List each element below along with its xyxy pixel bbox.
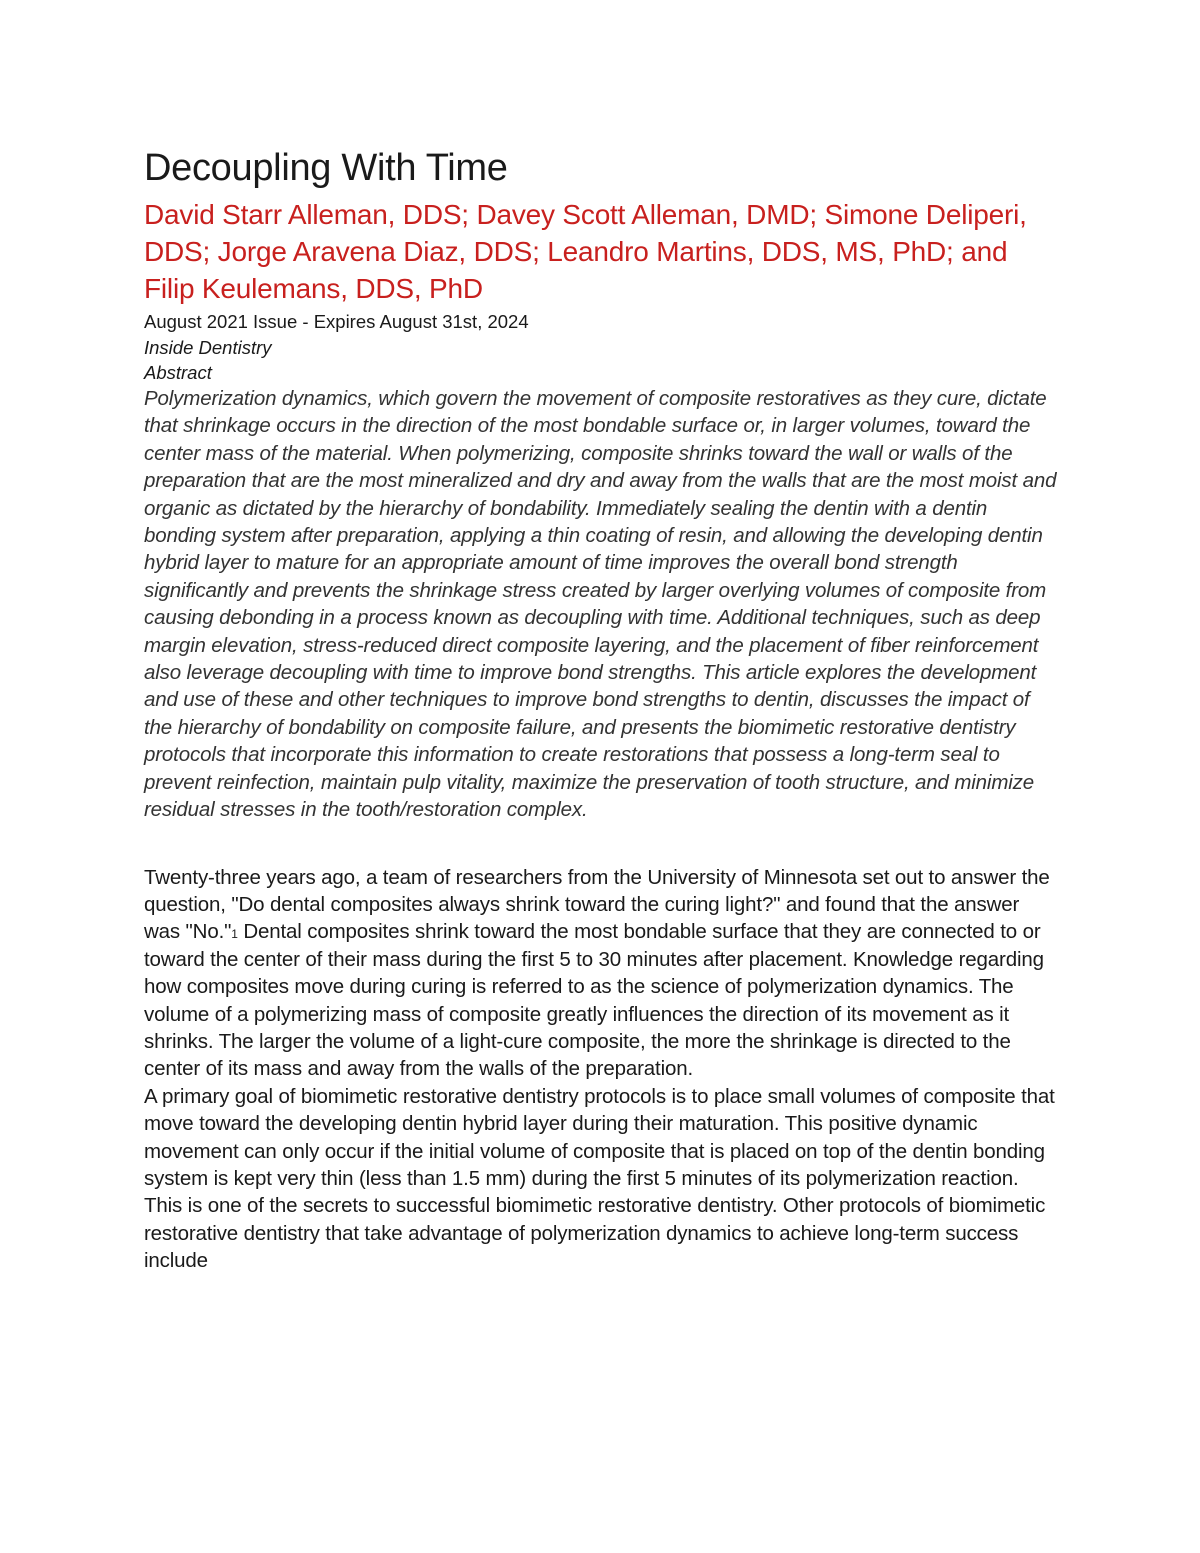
document-page [144, 146, 1059, 1275]
article-title: Decoupling With Time [144, 147, 508, 189]
body-paragraph-1 [144, 864, 1059, 1083]
abstract-text: Polymerization dynamics, which govern the movement of composite restoratives as they cure, dictate that shrinkage occurs in the direction of the most bondable surface or, in larger volumes, toward the center mass of the material. When polymerizing, composite shrinks toward the wall or walls of the preparation that are the most mineralized and dry and away from the walls that are the most moist and organic as dictated by the hierarchy of bondability. Immediately sealing the dentin with a dentin bonding system after preparation, applying a thin coating of resin, and allowing the developing dentin hybrid layer to mature for an appropriate amount of time improves the overall bond strength significantly and prevents the shrinkage stress created by larger overlying volumes of composite from causing debonding in a process known as decoupling with time. Additional techniques, such as deep margin elevation, stress-reduced direct composite layering, and the placement of fiber reinforcement also leverage decoupling with time to improve bond strengths. This article explores the development and use of these and other techniques to improve bond strengths to dentin, discusses the impact of the hierarchy of bondability on composite failure, and presents the biomimetic restorative dentistry protocols that incorporate this information to create restorations that possess a long-term seal to prevent reinfection, maintain pulp vitality, maximize the preservation of tooth structure, and minimize residual stresses in the tooth/restoration complex. [144, 387, 1057, 822]
publication-name: Inside Dentistry [144, 337, 272, 358]
issue-line: August 2021 Issue - Expires August 31st, 2024 [144, 311, 529, 332]
body-paragraph-2: A primary goal of biomimetic restorative dentistry protocols is to place small volumes of composite that move toward the developing dentin hybrid layer during their maturation. This positive dynamic movement can only occur if the initial volume of composite that is placed on top of the dentin bonding system is kept very thin (less than 1.5 mm) during the first 5 minutes of its polymerization reaction. This is one of the secrets to successful biomimetic restorative dentistry. Other protocols of biomimetic restorative dentistry that take advantage of polymerization dynamics to achieve long-term success include [144, 1084, 1055, 1273]
paragraph-1-rest: Dental composites shrink toward the most bondable surface that they are connected to or toward the center of their mass during the first 5 to 30 minutes after placement. Knowledge regarding how composites move during curing is referred to as the science of polymerization dynamics. The volume of a polymerizing mass of composite greatly influences the direction of its movement as it shrinks. The larger the volume of a light-cure composite, the more the shrinkage is directed to the center of its mass and away from the walls of the preparation. [144, 920, 1044, 1081]
reference-marker[interactable]: 1 [231, 927, 238, 942]
abstract-heading: Abstract [144, 362, 212, 383]
article-authors: David Starr Alleman, DDS; Davey Scott Alleman, DMD; Simone Deliperi, DDS; Jorge Aravena Diaz, DDS; Leandro Martins, DDS, MS, PhD; and Filip Keulemans, DDS, PhD [144, 199, 1027, 304]
paragraph-1-start: Twenty-three years ago, a team of researchers from the University of Minnesota set out to answer the question, "Do dental composites always shrink toward the curing light?" and found that the answer was "No." [144, 865, 1050, 944]
